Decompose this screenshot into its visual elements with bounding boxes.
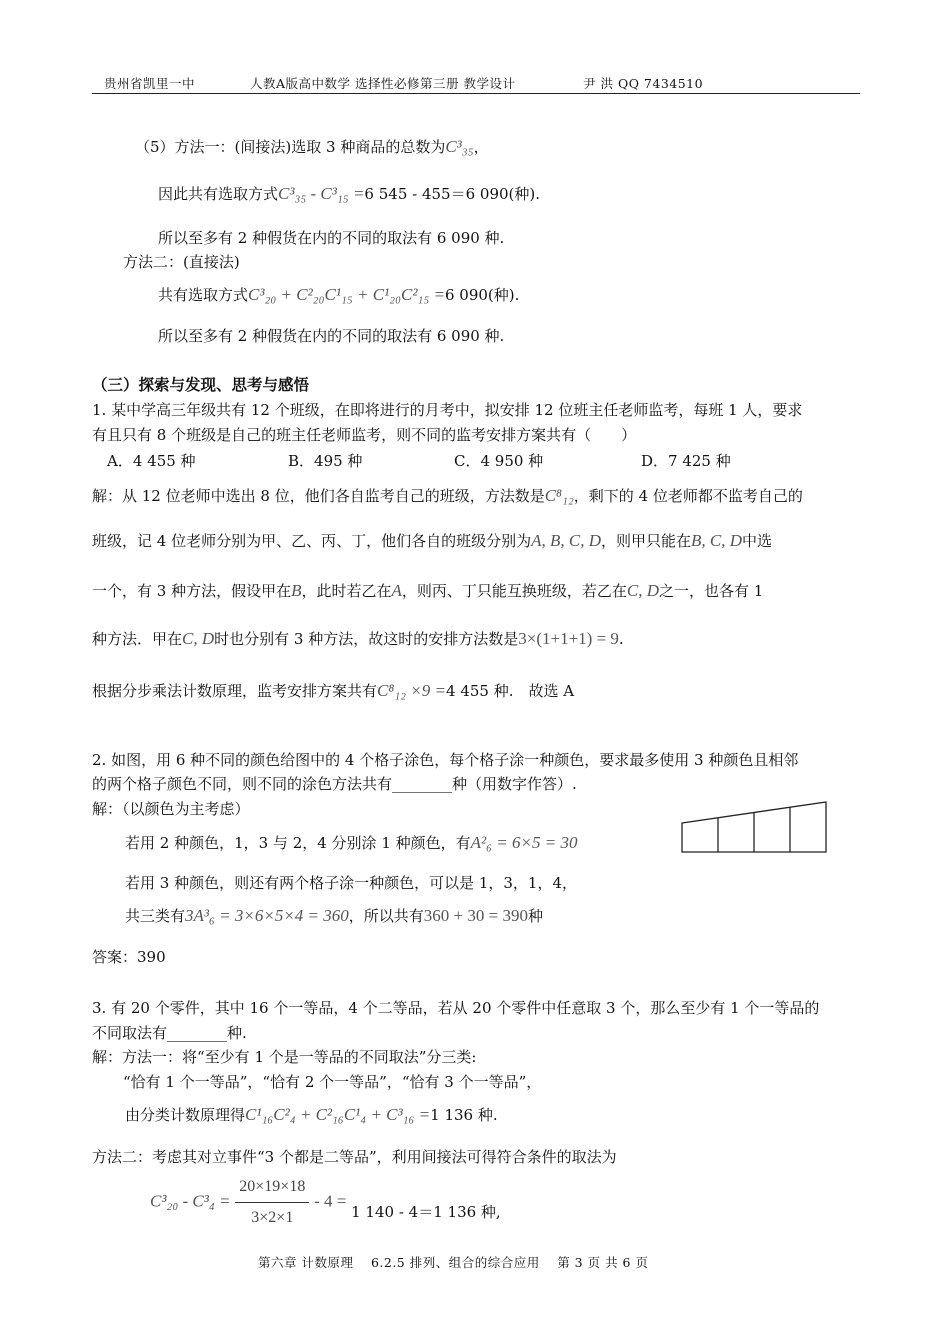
q2-line-1: 2. 如图，用 6 种不同的颜色给图中的 4 个格子涂色，每个格子涂一种颜色，要求最多使用 3 种颜色且相邻 bbox=[92, 751, 799, 769]
q3-solution-line-5: C³₂₀ - C³₄ = $\frac{20\times 19\times 18}{3\times 2\times 1}$ - 4 = 1 140 - 4＝1 136 种, bbox=[150, 1172, 501, 1233]
q2-solution-line-1: 解：（以颜色为主考虑） bbox=[92, 800, 250, 818]
q1-option-b: B．495 种 bbox=[288, 452, 363, 470]
q1-solution-line-3: 一个，有 3 种方法，假设甲在B，此时若乙在A，则丙、丁只能互换班级，若乙在C, D之一，也各有 1 bbox=[92, 581, 764, 600]
q2-solution-line-3: 若用 3 种颜色，则还有两个格子涂一种颜色，可以是 1，3，1，4， bbox=[125, 874, 578, 892]
q3-solution-line-1: 解：方法一：将“至少有 1 个是一等品的不同取法”分三类: bbox=[92, 1048, 477, 1066]
header-author: 尹 洪 QQ 7434510 bbox=[583, 76, 704, 91]
header-book: 人教A版高中数学 选择性必修第三册 教学设计 bbox=[250, 76, 516, 91]
part5-line-4: 方法二：(直接法) bbox=[123, 253, 240, 271]
q2-answer: 答案：390 bbox=[92, 948, 166, 966]
q1-option-a: A．4 455 种 bbox=[107, 452, 196, 470]
q3-solution-line-3: 由分类计数原理得C¹₁₆C²₄ + C²₁₆C¹₄ + C³₁₆ =1 136 种. bbox=[125, 1105, 498, 1124]
header-school: 贵州省凯里一中 bbox=[104, 76, 196, 91]
q2-solution-line-4: 共三类有3A³₆ = 3×6×5×4 = 360，所以共有360 + 30 = 390种 bbox=[125, 906, 543, 925]
q1-option-c: C．4 950 种 bbox=[454, 452, 544, 470]
section-title: （三）探索与发现、思考与感悟 bbox=[92, 375, 310, 394]
q2-solution-line-2: 若用 2 种颜色，1，3 与 2，4 分别涂 1 种颜色，有A²₆ = 6×5 = 30 bbox=[125, 833, 578, 852]
q3-line-2: 不同取法有________种. bbox=[92, 1024, 247, 1042]
q2-grid-figure bbox=[678, 798, 834, 856]
q1-solution-line-2: 班级，记 4 位老师分别为甲、乙、丙、丁，他们各自的班级分别为A, B, C, D，则甲只能在B, C, D中选 bbox=[92, 531, 773, 550]
q1-option-d: D．7 425 种 bbox=[641, 452, 731, 470]
part5-line-2: 因此共有选取方式C³₃₅ - C³₁₅ =6 545 - 455＝6 090(种). bbox=[158, 184, 541, 203]
part5-line-5: 共有选取方式C³₂₀ + C²₂₀C¹₁₅ + C¹₂₀C²₁₅ =6 090(种). bbox=[158, 285, 520, 304]
part5-line-1: （5）方法一：(间接法)选取 3 种商品的总数为C³₃₅， bbox=[135, 137, 489, 156]
q1-solution-line-5: 根据分步乘法计数原理，监考安排方案共有C⁸₁₂ ×9 =4 455 种. 故选 A bbox=[92, 681, 575, 700]
header-rule bbox=[92, 93, 860, 94]
q1-solution-line-1: 解：从 12 位老师中选出 8 位，他们各自监考自己的班级，方法数是C⁸₁₂，剩下的 4 位老师都不监考自己的 bbox=[92, 486, 803, 505]
q1-solution-line-4: 种方法．甲在C, D时也分别有 3 种方法，故这时的安排方法数是3×(1+1+1) = 9. bbox=[92, 629, 624, 648]
q3-solution-line-2: “恰有 1 个一等品”，“恰有 2 个一等品”，“恰有 3 个一等品”， bbox=[123, 1073, 542, 1091]
q3-line-1: 3. 有 20 个零件，其中 16 个一等品，4 个二等品，若从 20 个零件中任意取 3 个，那么至少有 1 个一等品的 bbox=[92, 999, 820, 1017]
q3-fraction: $\frac{20\times 19\times 18}{3\times 2\times 1}$ bbox=[235, 1172, 309, 1233]
q3-solution-line-4: 方法二：考虑其对立事件“3 个都是二等品”，利用间接法可得符合条件的取法为 bbox=[92, 1148, 617, 1166]
q2-line-2: 的两个格子颜色不同，则不同的涂色方法共有________种（用数字作答）. bbox=[92, 775, 577, 793]
part5-line-3: 所以至多有 2 种假货在内的不同的取法有 6 090 种. bbox=[158, 229, 505, 247]
q1-line-1: 1. 某中学高三年级共有 12 个班级，在即将进行的月考中，拟安排 12 位班主任老师监考，每班 1 人，要求 bbox=[92, 401, 803, 419]
part5-line-6: 所以至多有 2 种假货在内的不同的取法有 6 090 种. bbox=[158, 327, 505, 345]
page-footer: 第六章 计数原理 6.2.5 排列、组合的综合应用 第 3 页 共 6 页 bbox=[258, 1255, 649, 1270]
q1-line-2: 有且只有 8 个班级是自己的班主任老师监考，则不同的监考安排方案共有（ ） bbox=[92, 426, 637, 444]
